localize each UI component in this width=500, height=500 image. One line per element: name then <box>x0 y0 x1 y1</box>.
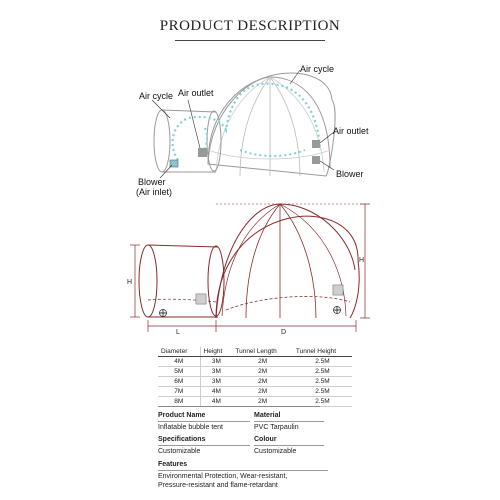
spec-divider <box>158 406 320 407</box>
spec-value: PVC Tarpaulin <box>254 421 324 432</box>
dim-dome-outline <box>216 216 359 318</box>
table-cell: 2.5M <box>293 377 352 387</box>
spec-material <box>254 411 324 432</box>
spec-features <box>158 460 328 490</box>
spec-product-name <box>158 411 250 432</box>
table-cell: 6M <box>158 377 200 387</box>
table-cell: 2M <box>232 397 293 407</box>
size-table <box>158 347 352 407</box>
spec-specifications <box>158 435 250 456</box>
page-title: PRODUCT DESCRIPTION <box>159 18 341 34</box>
spec-label: Colour <box>254 436 277 443</box>
label-air-outlet-left: Air outlet <box>178 88 214 98</box>
table-cell: 2.5M <box>293 397 352 407</box>
spec-value: Customizable <box>158 445 250 456</box>
table-row <box>158 357 352 367</box>
table-cell: 7M <box>158 387 200 397</box>
label-blower-left-1: Blower <box>138 177 166 187</box>
spec-label: Product Name <box>158 412 206 419</box>
label-blower-left-2: (Air inlet) <box>136 187 173 197</box>
table-cell: 8M <box>158 397 200 407</box>
table-cell: 2.5M <box>293 387 352 397</box>
table-row <box>158 397 352 407</box>
label-air-cycle-left: Air cycle <box>139 91 174 101</box>
table-cell: 2M <box>232 367 293 377</box>
table-cell: 2.5M <box>293 367 352 377</box>
label-air-cycle-right: Air cycle <box>300 64 335 74</box>
label-blower-right: Blower <box>336 169 364 179</box>
air-outlet-right-box <box>312 140 320 148</box>
table-row <box>158 387 352 397</box>
spec-value: Environmental Protection, Wear-resistant, <box>158 470 328 481</box>
table-cell: 3M <box>200 367 232 377</box>
table-cell: 4M <box>200 387 232 397</box>
spec-colour <box>254 435 324 456</box>
size-table-header: Diameter <box>158 347 200 357</box>
size-table-header-row <box>158 347 352 357</box>
size-table-header: Tunnel Height <box>293 347 352 357</box>
airflow-diagram <box>136 64 369 197</box>
table-cell: 2.5M <box>293 357 352 367</box>
spec-value: Customizable <box>254 445 324 456</box>
spec-label: Features <box>158 461 188 468</box>
spec-label: Specifications <box>158 436 206 443</box>
table-cell: 3M <box>200 377 232 387</box>
size-table-header: Height <box>200 347 232 357</box>
spec-value-line2: Pressure-resistant and flame-retardant <box>158 482 278 489</box>
spec-value: Inflatable bubble tent <box>158 421 250 432</box>
table-cell: 2M <box>232 377 293 387</box>
table-row <box>158 377 352 387</box>
table-cell: 4M <box>158 357 200 367</box>
table-cell: 3M <box>200 357 232 367</box>
dim-label-h-left: H <box>127 279 133 286</box>
label-air-outlet-right: Air outlet <box>333 126 369 136</box>
size-table-header: Tunnel Length <box>232 347 293 357</box>
blower-right-box <box>312 156 320 164</box>
table-cell: 5M <box>158 367 200 377</box>
table-cell: 2M <box>232 357 293 367</box>
dim-label-d: D <box>281 329 287 336</box>
table-row <box>158 367 352 377</box>
dim-label-h-right: H <box>359 257 365 264</box>
air-outlet-left-box <box>198 148 207 157</box>
dim-label-l: L <box>176 329 180 336</box>
table-cell: 4M <box>200 397 232 407</box>
table-cell: 2M <box>232 387 293 397</box>
spec-label: Material <box>254 412 281 419</box>
